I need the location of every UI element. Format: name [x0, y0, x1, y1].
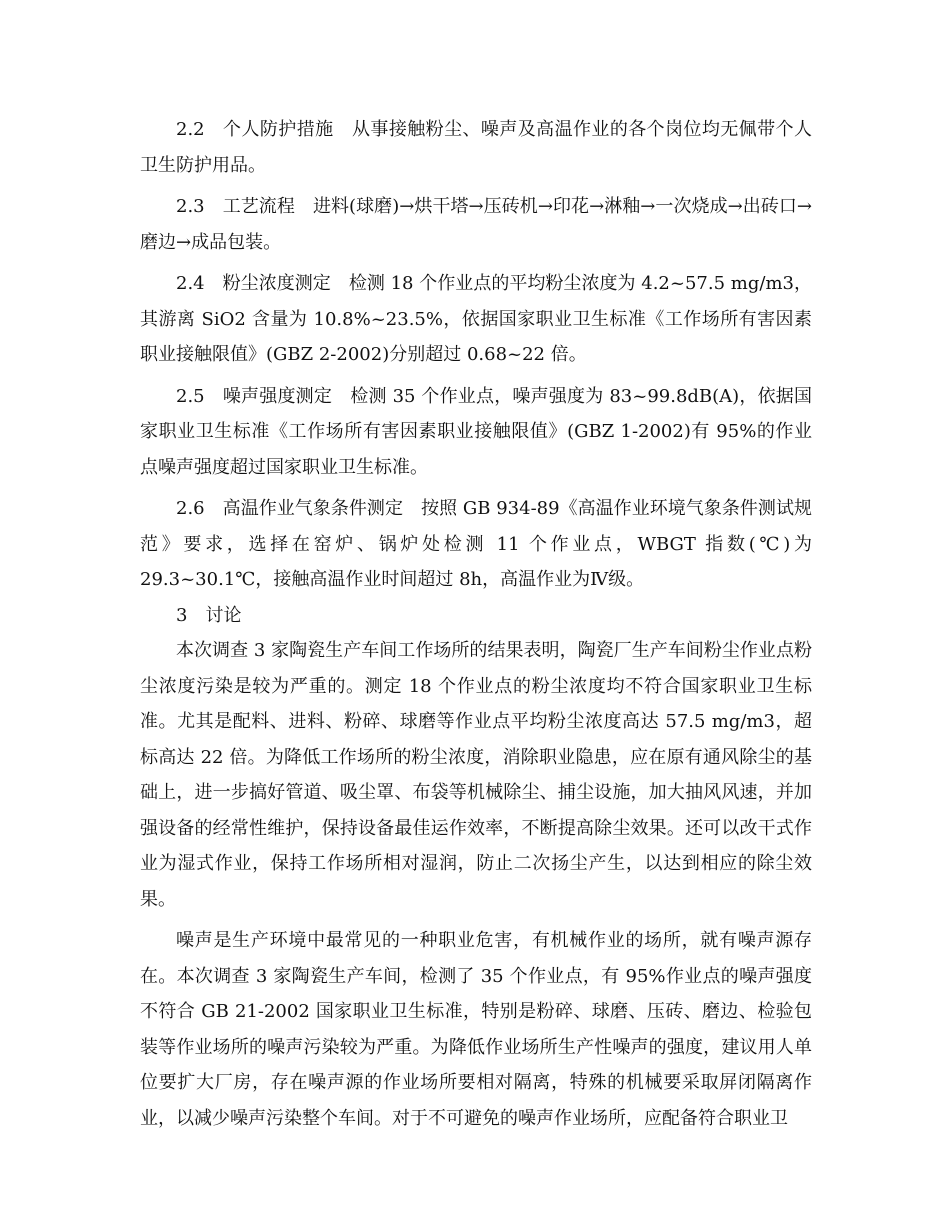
document-body — [140, 112, 812, 1136]
paragraph-number: 2.2 — [176, 119, 205, 140]
paragraph-title: 高温作业气象条件测定 — [222, 498, 403, 519]
paragraph-text: 检测 35 个作业点，噪声强度为 83~99.8dB(A)，依据国家职业卫生标准《工作场所有害因素职业接触限值》(GBZ 1-2002)有 95%的作业点噪声强度超过国家职业卫生标准。 — [140, 385, 812, 478]
section-title: 讨论 — [205, 604, 242, 626]
paragraph-2-6 — [140, 491, 812, 598]
paragraph-title: 粉尘浓度测定 — [222, 273, 331, 294]
paragraph-text: 从事接触粉尘、噪声及高温作业的各个岗位均无佩带个人卫生防护用品。 — [140, 119, 812, 176]
paragraph-2-5 — [140, 379, 812, 486]
discussion-paragraph-1: 本次调查 3 家陶瓷生产车间工作场所的结果表明，陶瓷厂生产车间粉尘作业点粉尘浓度污染是较为严重的。测定 18 个作业点的粉尘浓度均不符合国家职业卫生标准。尤其是配料、进料、粉碎、球磨等作业点平均粉尘浓度高达 57.5 mg/m3，超标高达 22 倍。为降低工作场所的粉尘浓度，消除职业隐患，应在原有通风除尘的基础上，进一步搞好管道、吸尘罩、布袋等机械除尘、捕尘设施，加大抽风风速，并加强设备的经常性维护，保持设备最佳运作效率，不断提高除尘效果。还可以改干式作业为湿式作业，保持工作场所相对湿润，防止二次扬尘产生，以达到相应的除尘效果。 — [140, 640, 812, 910]
paragraph-2-3 — [140, 189, 812, 260]
paragraph-title: 噪声强度测定 — [222, 385, 333, 407]
paragraph-2-4 — [140, 266, 812, 373]
paragraph-2-2 — [140, 112, 812, 183]
paragraph-text: 进料(球磨)→烘干塔→压砖机→印花→淋釉→一次烧成→出砖口→磨边→成品包装。 — [140, 196, 813, 253]
section-heading-3 — [140, 598, 812, 634]
paragraph-number: 2.5 — [176, 385, 205, 407]
paragraph-title: 工艺流程 — [222, 196, 295, 217]
paragraph-number: 2.4 — [176, 273, 205, 294]
paragraph-number: 2.3 — [176, 196, 205, 217]
paragraph-number: 2.6 — [176, 498, 205, 519]
paragraph-text: 检测 18 个作业点的平均粉尘浓度为 4.2~57.5 mg/m3，其游离 SiO2 含量为 10.8%~23.5%，依据国家职业卫生标准《工作场所有害因素职业接触限值》(GBZ 2-2002)分别超过 0.68~22 倍。 — [140, 273, 812, 365]
paragraph-text: 按照 GB 934-89《高温作业环境气象条件测试规范》要求，选择在窑炉、锅炉处检测 11 个作业点，WBGT 指数(℃)为 29.3~30.1℃，接触高温作业时间超过 8h，高温作业为Ⅳ级。 — [140, 498, 812, 590]
paragraph-title: 个人防护措施 — [222, 119, 334, 140]
discussion-paragraph-2: 噪声是生产环境中最常见的一种职业危害，有机械作业的场所，就有噪声源存在。本次调查 3 家陶瓷生产车间，检测了 35 个作业点，有 95%作业点的噪声强度不符合 GB 21-2002 国家职业卫生标准，特别是粉碎、球磨、压砖、磨边、检验包装等作业场所的噪声污染较为严重。为降低作业场所生产性噪声的强度，建议用人单位要扩大厂房，存在噪声源的作业场所要相对隔离，特殊的机械要采取屏闭隔离作业，以减少噪声污染整个车间。对于不可避免的噪声作业场所，应配备符合职业卫 — [140, 930, 812, 1129]
section-number: 3 — [176, 604, 188, 626]
